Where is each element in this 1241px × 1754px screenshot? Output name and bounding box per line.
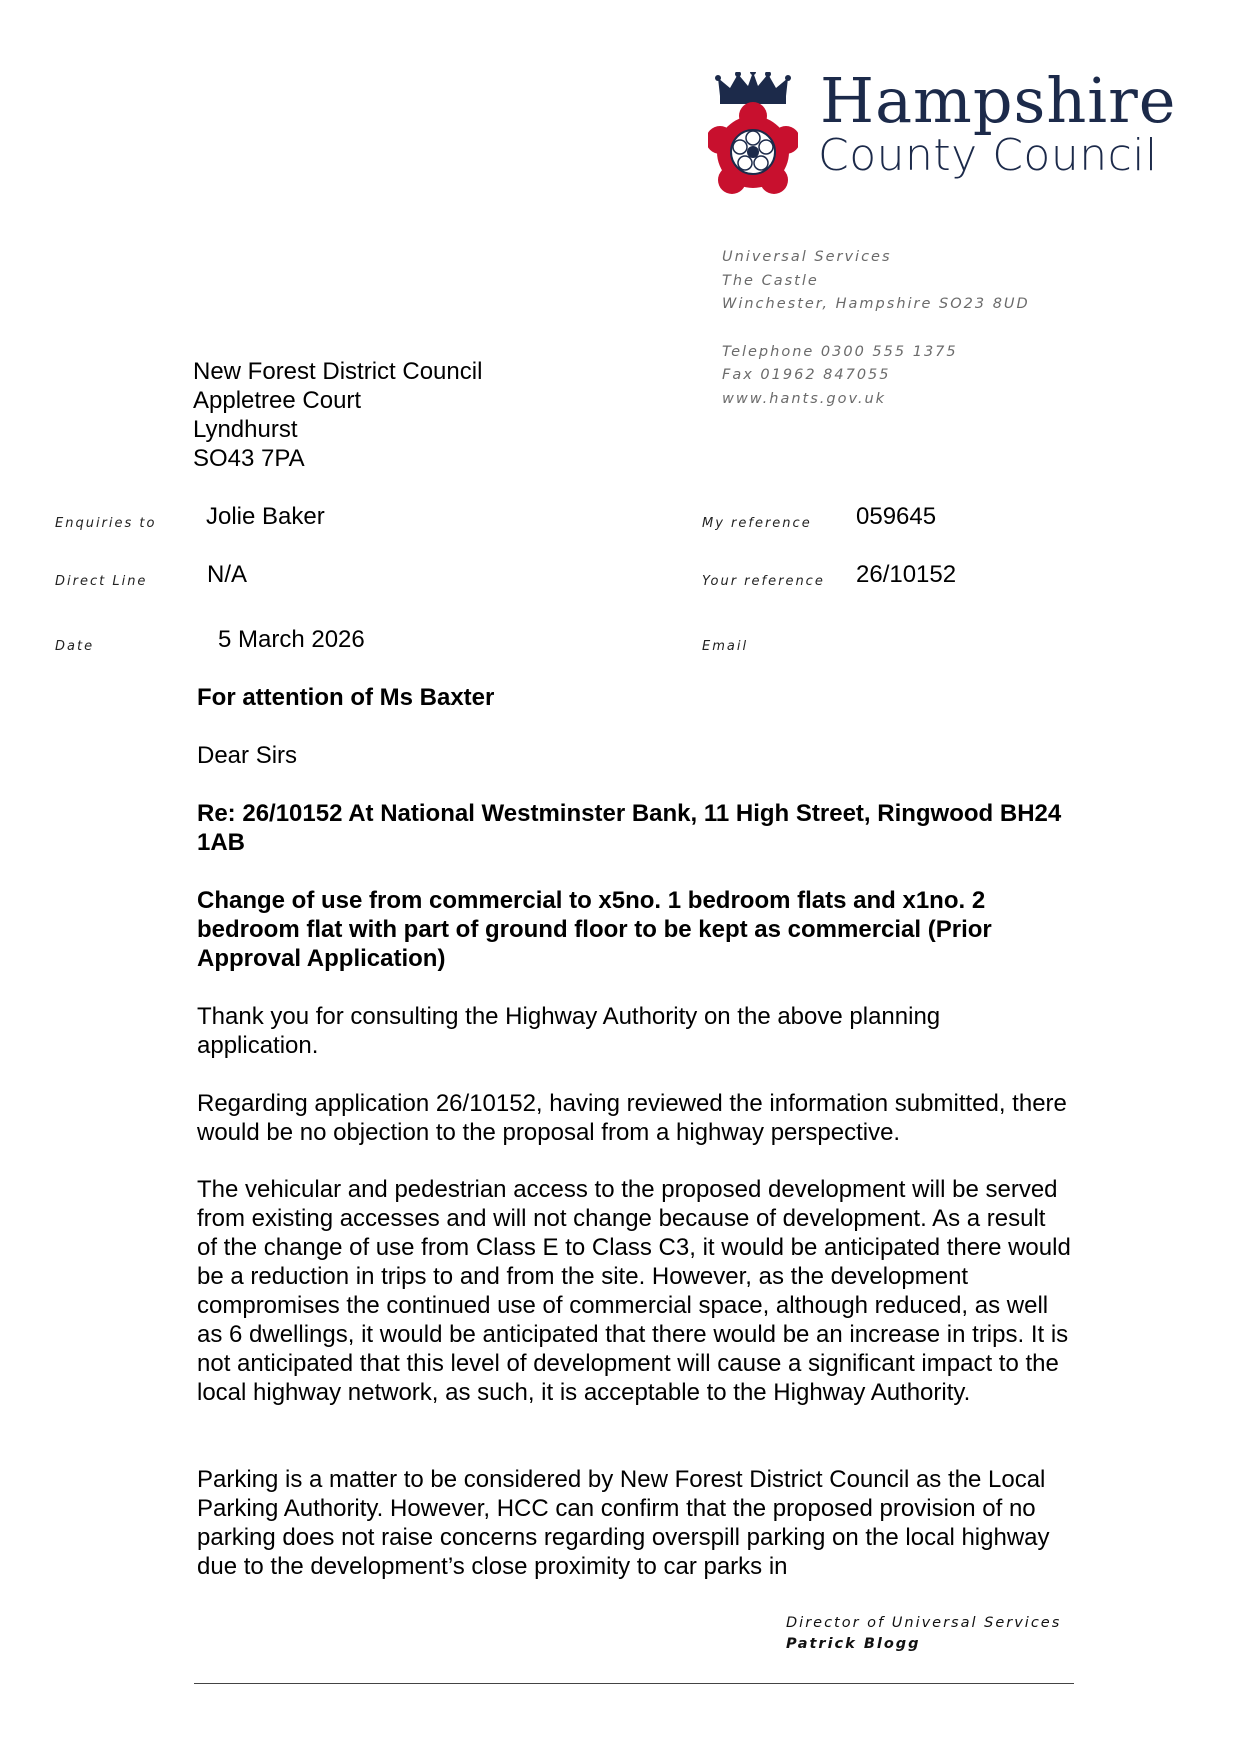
council-logo [708,64,1177,195]
my-reference-label: My reference [702,516,812,531]
sender-contact-block [722,246,1030,411]
sender-department: Universal Services [722,249,892,265]
my-reference-value: 059645 [856,503,937,530]
sender-web: www.hants.gov.uk [722,390,887,407]
your-reference-value: 26/10152 [856,561,957,588]
paragraph-4: Parking is a matter to be considered by New Forest District Council as the Local Parking Authority. However, HCC can confirm that the proposed provision of no parking does not raise concerns regarding overspill parking on the local highway due to the development’s close proximity to car parks in [197,1466,1050,1580]
your-reference-label: Your reference [702,574,825,589]
paragraph-3: The vehicular and pedestrian access to the proposed development will be served from existing accesses and will not change because of development. As a result of the change of use from Class E to Class C3, it would be anticipated there would be a reduction in trips to and from the site. However, as the development compromises the continued use of commercial space, although reduced, as well as 6 dwellings, it would be anticipated that there would be an increase in trips. It is not anticipated that this level of development will cause a significant impact to the local highway network, as such, it is acceptable to the Highway Authority. [197,1176,1071,1406]
subject-line: Change of use from commercial to x5no. 1 bedroom flats and x1no. 2 bedroom flat with part of ground floor to be kept as commercial (Prior Approval Application) [197,887,992,972]
re-line: Re: 26/10152 At National Westminster Bank, 11 High Street, Ringwood BH24 1AB [197,800,1062,856]
logo-subtitle: County Council [818,130,1158,181]
paragraph-1: Thank you for consulting the Highway Authority on the above planning application. [197,1003,941,1059]
tudor-rose-crown-icon [708,72,798,194]
sender-address-line2: Winchester, Hampshire SO23 8UD [722,296,1030,312]
date-value: 5 March 2026 [218,626,365,653]
sender-telephone: Telephone 0300 555 1375 [722,343,958,360]
paragraph-2: Regarding application 26/10152, having reviewed the information submitted, there would be no objection to the proposal from a highway perspective. [197,1090,1067,1146]
sender-address-line1: The Castle [722,272,819,289]
logo-title: Hampshire [820,64,1177,137]
direct-line-label: Direct Line [55,574,148,589]
salutation: Dear Sirs [197,742,298,769]
recipient-line4: SO43 7PA [193,445,305,472]
footer-divider [194,1683,1074,1684]
sender-fax: Fax 01962 847055 [722,367,891,383]
direct-line-value: N/A [207,561,248,588]
recipient-line2: Appletree Court [193,387,362,414]
recipient-address [193,357,482,473]
footer-name: Patrick Blogg [786,1636,921,1652]
recipient-line1: New Forest District Council [193,358,483,385]
date-label: Date [55,639,95,654]
footer-signature [786,1613,1061,1655]
recipient-line3: Lyndhurst [193,416,298,443]
footer-role: Director of Universal Services [786,1615,1062,1631]
enquiries-value: Jolie Baker [206,503,325,530]
attention-line: For attention of Ms Baxter [197,684,495,711]
enquiries-label: Enquiries to [55,516,157,531]
email-label: Email [702,639,749,654]
